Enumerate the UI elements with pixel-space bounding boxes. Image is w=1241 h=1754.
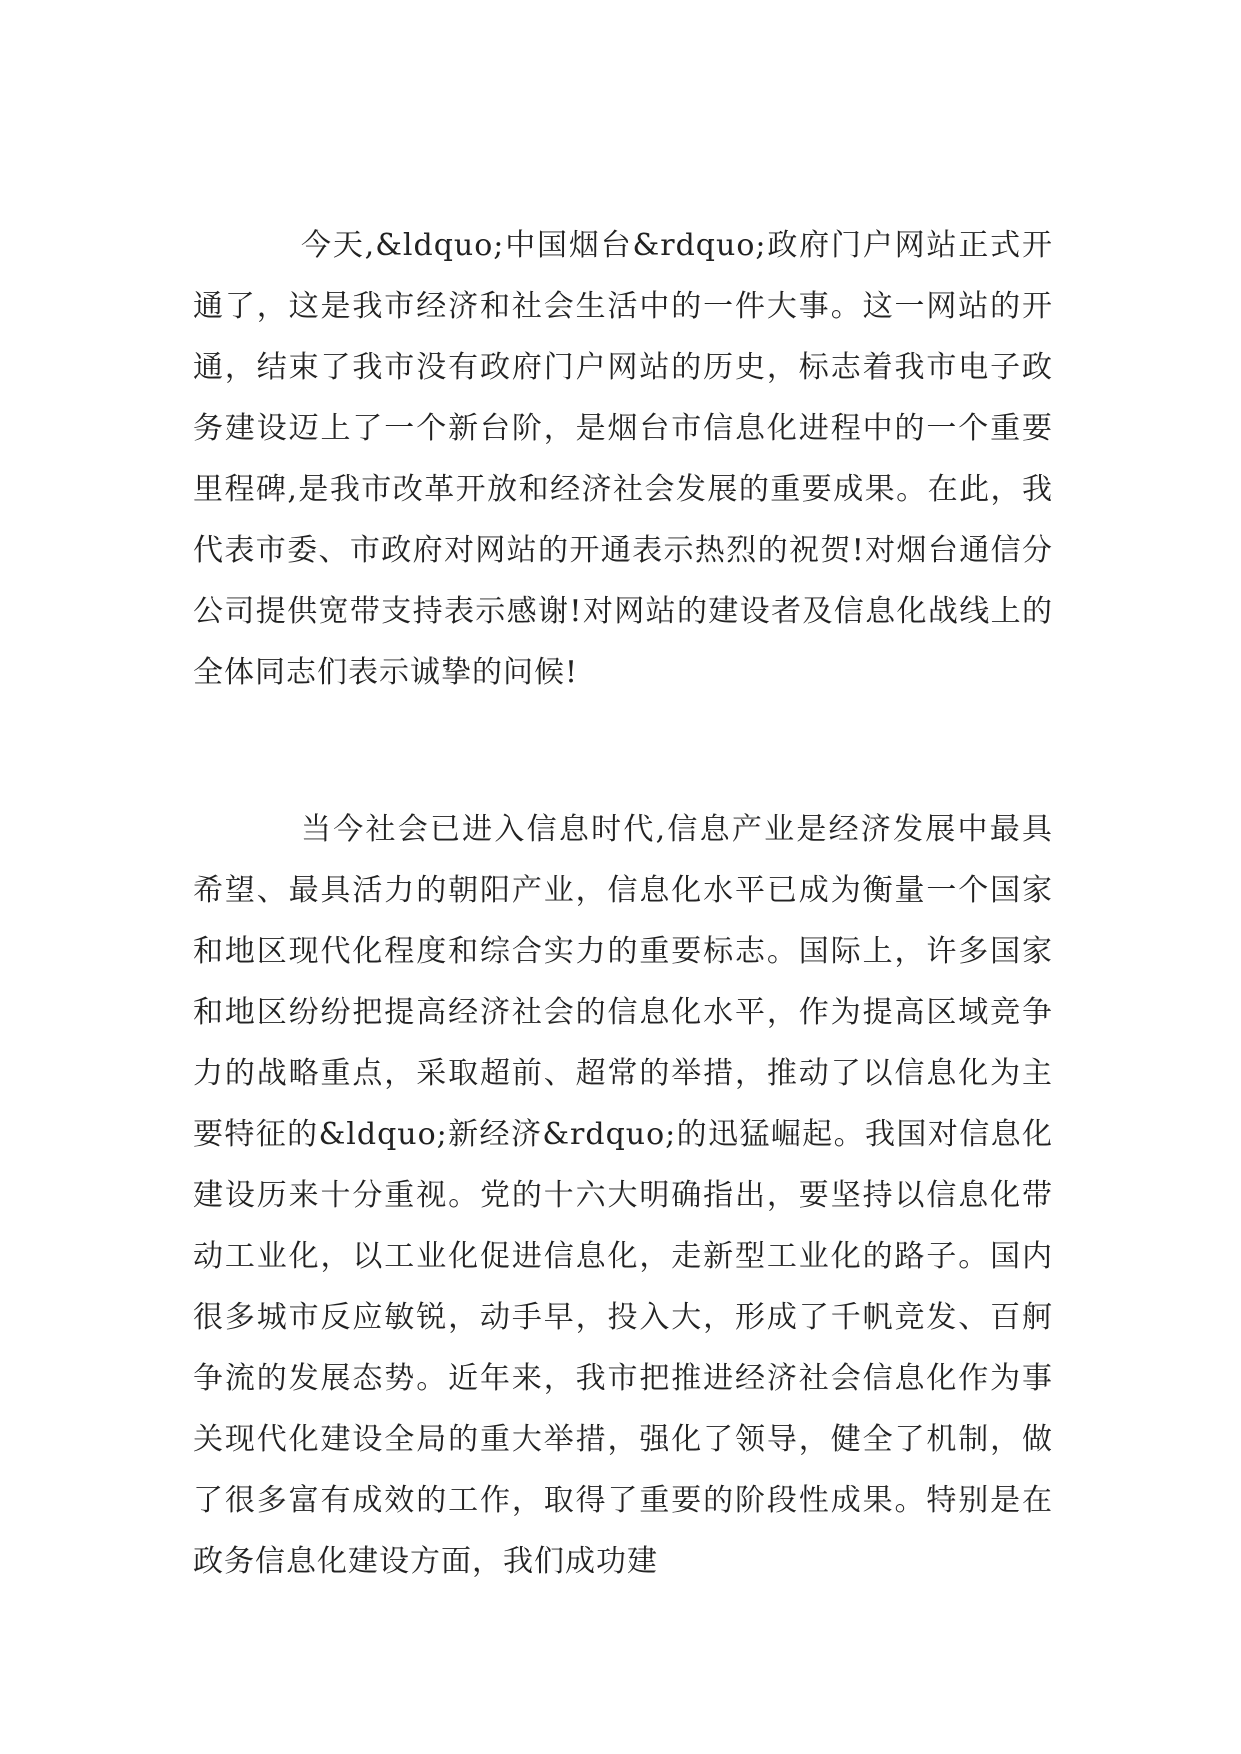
- paragraph-information-age: 当今社会已进入信息时代,信息产业是经济发展中最具希望、最具活力的朝阳产业，信息化水平已成为衡量一个国家和地区现代化程度和综合实力的重要标志。国际上，许多国家和地区纷纷把提高经济社会的信息化水平，作为提高区域竞争力的战略重点，采取超前、超常的举措，推动了以信息化为主要特征的&ldquo;新经济&rdquo;的迅猛崛起。我国对信息化建设历来十分重视。党的十六大明确指出，要坚持以信息化带动工业化，以工业化促进信息化，走新型工业化的路子。国内很多城市反应敏锐，动手早，投入大，形成了千帆竞发、百舸争流的发展态势。近年来，我市把推进经济社会信息化作为事关现代化建设全局的重大举措，强化了领导，健全了机制，做了很多富有成效的工作，取得了重要的阶段性成果。特别是在政务信息化建设方面，我们成功建: [193, 812, 1053, 1579]
- paragraph-opening: 今天,&ldquo;中国烟台&rdquo;政府门户网站正式开通了，这是我市经济和社会生活中的一件大事。这一网站的开通，结束了我市没有政府门户网站的历史，标志着我市电子政务建设迈上了一个新台阶，是烟台市信息化进程中的一个重要里程碑,是我市改革开放和经济社会发展的重要成果。在此，我代表市委、市政府对网站的开通表示热烈的祝贺!对烟台通信分公司提供宽带支持表示感谢!对网站的建设者及信息化战线上的全体同志们表示诚挚的问候!: [193, 228, 1053, 690]
